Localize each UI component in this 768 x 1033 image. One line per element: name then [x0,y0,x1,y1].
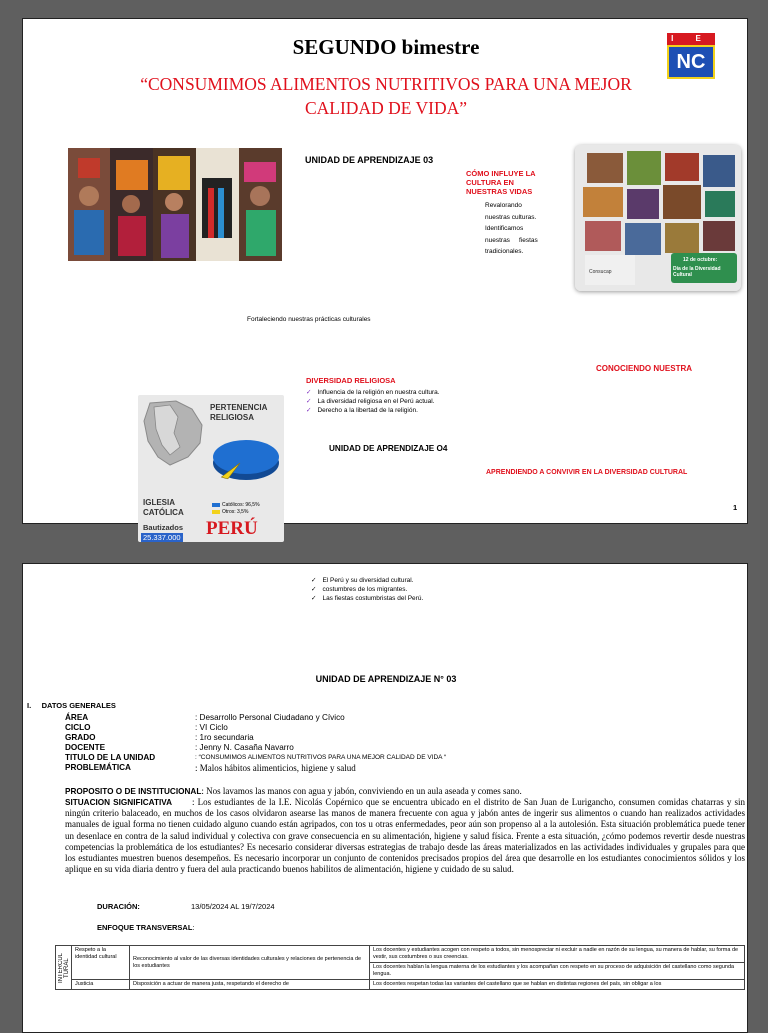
field-label: PROBLEMÁTICA [65,763,131,772]
page-title: SEGUNDO bimestre [292,35,480,59]
field-grado [65,733,745,743]
convivir-text: APRENDIENDO A CONVIVIR EN LA DIVERSIDAD CULTURAL [486,469,688,476]
culture-text-line: Revalorando [485,202,522,209]
field-titulo [65,753,745,763]
table-side-label-cell [56,946,72,990]
table-side-label: INTERCUL TURAL [57,952,70,983]
list-item [306,388,440,397]
unit-03-label: UNIDAD DE APRENDIZAJE 03 [305,155,434,165]
culture-text-line: tradicionales. [485,248,524,255]
church-label-line1: IGLESIA [143,498,176,507]
strengthening-text: Fortaleciendo nuestras prácticas culturales [247,316,371,323]
check-icon: ✓ [311,586,317,593]
unit-title: UNIDAD DE APRENDIZAJE N° 03 [315,674,457,684]
field-label: GRADO [65,733,96,742]
list-item-text: Las fiestas costumbristas del Perú. [322,595,424,602]
legend-swatch-catolicos [212,503,220,507]
topics-list [311,576,423,603]
religion-infographic [138,395,284,542]
pie-slice-catolicos [213,440,279,474]
list-item-text: El Perú y su diversidad cultural. [322,577,414,584]
list-item-text: La diversidad religiosa en el Perú actual. [317,398,435,405]
peru-map-icon [140,399,208,469]
unit-subtitle-line2: CALIDAD DE VIDA” [304,98,467,118]
duracion-label: DURACIÓN: [97,902,140,911]
culture-heading [466,169,536,196]
list-item [306,397,440,406]
legend-swatch-otros [212,510,220,514]
attitude-cell: Reconocimiento al valor de las diversas identidades culturales y relaciones de pertenencia de los estudiantes [130,946,370,980]
collage-brand: Consucap [589,269,612,275]
conociendo-text: CONOCIENDO NUESTRA [596,364,693,373]
church-label-line2: CATÓLICA [143,508,184,517]
enfoque-table [55,945,745,990]
field-docente [65,743,745,753]
list-item [311,576,423,585]
table-row [56,946,745,963]
baptized-value: 25.337.000 [143,533,181,542]
culture-text-line: Identificamos [485,225,524,232]
field-value: : VI Ciclo [195,723,228,732]
religious-heading: DIVERSIDAD RELIGIOSA [306,376,396,385]
culture-heading-line: CÓMO INFLUYE LA [466,169,536,178]
legend-otros-text: Otros: 3,5% [222,509,249,515]
culture-photo-strip [68,148,282,261]
culture-text-line: nuestras fiestas [485,236,538,244]
collage-date: 12 de octubre: [683,257,718,263]
legend-catolicos [212,502,260,508]
field-value: : Jenny N. Casaña Navarro [195,743,294,752]
value-cell: Respeto a la identidad cultural [72,946,130,980]
list-item [306,406,440,415]
cover-page [22,18,748,542]
situacion-value: : Los estudiantes de la I.E. Nicolás Copérnico que se encuentra ubicado en el distrito de San Juan de Lurigancho, consumen comidas chatarras y sin ningún criterio balaceado, en muchos de los casos olvidaron asearse las manos de manera frecuente con agua y jabón antes de ingerir sus alimentos o cuando han realizados actividades manuales de igual forma no tienen cuidado alguno cuando están agripados, con tos u otras enfermedades, peor aún son propenso al a la autolesión. Esta situación problemática puede tener un desenlace en contra de la salud individual y colectiva con grave consecuencia en su alimentación, higiene y salud física. Frente a esta situación, ¿cómo podemos revertir desde nuestras competencias la problemática de los estudiantes? Es necesario considerar diversas estrategias de trabajo desde las áreas materializados en las actividades individuales y grupales para que los estudiantes muestren buenos desempeños. Es necesario incorporar un conjunto de contenidos precisados propios del área que desarrolle en los estudiantes conocimientos sólidos y los aplique en su vida diaria dentro y fuera del aula practicando buenos habilitos de alimentación, higiene y cuidado de su salud. [65,797,746,875]
field-value: : Malos hábitos alimenticios, higiene y salud [195,763,356,773]
check-icon: ✓ [306,389,312,396]
situacion-label: SITUACION SIGNIFICATIVA [65,798,173,807]
value-cell: Justicia [72,980,130,990]
collage-caption: Día de la Diversidad Cultural [673,266,721,278]
proposito-label: PROPOSITO O DE INSTITUCIONAL [65,787,202,796]
list-item-text: Influencia de la religión en nuestra cultura. [317,389,440,396]
proposito [65,786,745,797]
country-label: PERÚ [206,518,258,539]
unit-page [22,563,748,1033]
section-heading: I. DATOS GENERALES [27,701,116,710]
culture-text [485,200,538,258]
legend-catolicos-text: Católicos: 96,5% [222,502,260,508]
logo-main: NC [667,45,715,79]
action-cell: Los docentes y estudiantes acogen con respeto a todos, sin menospreciar ni excluir a nadie en razón de su lengua, su manera de hablar, su forma de vestir, sus costumbres o sus creencias. [370,946,745,963]
baptized-label: Bautizados [143,523,184,532]
unit-subtitle-line1: “CONSUMIMOS ALIMENTOS NUTRITIVOS PARA UNA MEJOR [140,74,632,94]
check-icon: ✓ [306,398,312,405]
field-area [65,713,745,723]
list-item [311,585,423,594]
list-item-text: Derecho a la libertad de la religión. [317,407,418,414]
religion-pie-chart [210,433,282,487]
culture-photos-image [68,148,282,261]
logo-top-band: I E [667,33,715,45]
field-ciclo [65,723,745,733]
field-label: DOCENTE [65,743,106,752]
proposito-value: : Nos lavamos las manos con agua y jabón, conviviendo en un aula aseada y comes sano. [201,786,522,796]
attitude-cell: Disposición a actuar de manera justa, respetando el derecho de [130,980,370,990]
unit-04-label: UNIDAD DE APRENDIZAJE O4 [329,444,448,453]
culture-heading-line: CULTURA EN [466,178,514,187]
situacion-significativa [65,797,745,875]
check-icon: ✓ [311,577,317,584]
culture-heading-line: NUESTRAS VIDAS [466,187,533,196]
enfoque-colon: : [192,923,195,932]
school-logo [667,33,715,79]
check-icon: ✓ [311,595,317,602]
diversity-collage [575,145,741,291]
infographic-title-line1: PERTENENCIA [210,403,268,412]
field-problematica [65,763,745,773]
action-cell: Los docentes hablan la lengua materna de los estudiantes y los acompañan con respeto en su proceso de adquisición del castellano como segunda lengua. [370,963,745,980]
field-label: ÁREA [65,713,89,722]
enfoque-heading [97,923,195,932]
list-item-text: costumbres de los migrantes. [322,586,408,593]
list-item [311,594,423,603]
table-row [56,980,745,990]
check-icon: ✓ [306,407,312,414]
field-label: CICLO [65,723,91,732]
field-value: : “CONSUMIMOS ALIMENTOS NUTRITIVOS PARA UNA MEJOR CALIDAD DE VIDA “ [195,754,447,761]
field-label: TITULO DE LA UNIDAD [65,753,156,762]
general-data [65,713,745,773]
duracion-value: 13/05/2024 AL 19/7/2024 [191,902,275,911]
page-number: 1 [733,503,738,512]
religious-list [306,388,440,415]
field-value: : Desarrollo Personal Ciudadano y Cívico [195,713,345,722]
culture-text-line: nuestras culturas. [485,213,537,221]
field-value: : 1ro secundaria [195,733,254,742]
action-cell: Los docentes respetan todas las variantes del castellano que se hablan en distintas regiones del país, sin obligar a los [370,980,745,990]
infographic-title-line2: RELIGIOSA [210,413,255,422]
enfoque-label: ENFOQUE TRANSVERSAL [97,923,193,932]
legend-otros [212,509,248,515]
